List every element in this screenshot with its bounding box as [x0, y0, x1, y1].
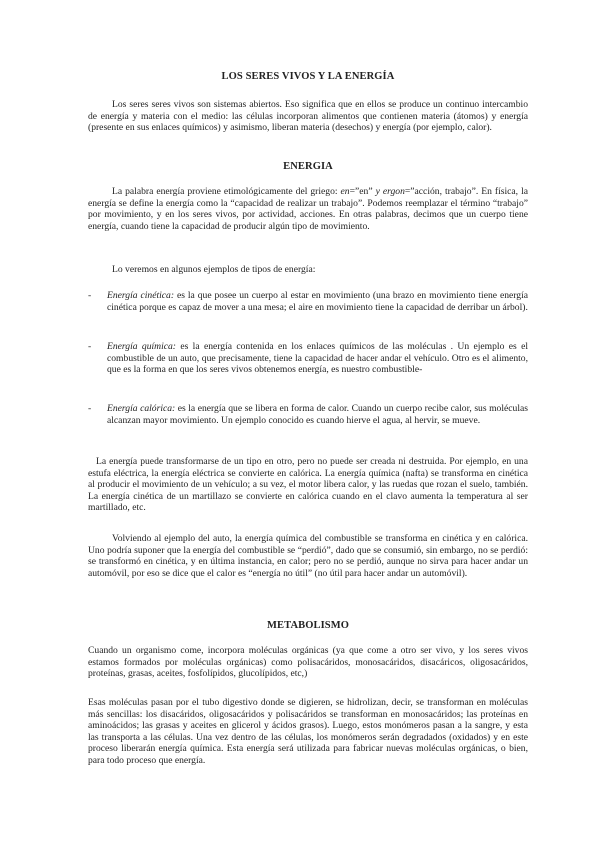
list-item-term: Energía calórica: — [107, 403, 176, 414]
metabolismo-paragraph-1 — [88, 645, 528, 680]
metabolismo-heading: METABOLISMO — [267, 620, 349, 631]
metabolismo-paragraph-2 — [88, 697, 528, 766]
list-dash: - — [88, 341, 92, 352]
metabolismo-text-1: Cuando un organismo come, incorpora moléculas orgánicas (ya que come a otro ser vivo, y los seres vivos estamos formados por moléculas orgánicas) como polisacáridos, monosacáridos, disacáricos, oligosacáridos, proteínas, grasas, aceites, fosfolípidos, glucolípidos, etc,) — [88, 645, 528, 679]
term-en: en — [340, 186, 350, 197]
list-item-text — [107, 341, 528, 376]
p1-part-a: La palabra energía proviene etimológicamente del griego: — [112, 186, 341, 197]
list-item-term: Energía cinética: — [107, 290, 175, 301]
p1-part-c: =”acción, trabajo”. En física, la energía se define la energía como la “capacidad de realizar un trabajo”. Podemos reemplazar el término “trabajo” por movimiento, y en los seres vivos, por actividad, acciones. En otras palabras, decimos que un cuerpo tiene energía, cuando tiene la capacidad de producir algún tipo de movimiento. — [88, 186, 528, 232]
energia-paragraph-1 — [88, 186, 528, 232]
energia-paragraph-3 — [88, 456, 528, 514]
list-item-term: Energía química: — [107, 341, 176, 352]
list-item — [88, 290, 528, 313]
p1-part-b: =”en” — [349, 186, 376, 197]
list-dash: - — [88, 403, 92, 414]
energia-paragraph-4 — [88, 533, 528, 579]
list-item-body: es la que posee un cuerpo al estar en movimiento (una brazo en movimiento tiene energía cinética porque es capaz de mover a una mesa; el aire en movimiento tiene la capacidad de derribar un árbol). — [107, 290, 529, 313]
list-dash: - — [88, 290, 92, 301]
examples-intro-text: Lo veremos en algunos ejemplos de tipos de energía: — [112, 264, 316, 275]
energia-definition-text — [88, 186, 528, 232]
list-item — [88, 403, 528, 426]
term-ergon: y ergon — [375, 186, 405, 197]
page-title: LOS SERES VIVOS Y LA ENERGÍA — [221, 71, 395, 82]
metabolismo-text-2: Esas moléculas pasan por el tubo digestivo donde se digieren, se hidrolizan, decir, se transforman en moléculas más sencillas: los disacáridos, oligosacáridos y polisacáridos se transforman en monosacáridos; las proteínas en aminoácidos; las grasas y aceites en glicerol y ácidos grasos). Luego, estos monómeros pasan a la sangre, y esta las transporta a las células. Una vez dentro de las células, los monómeros serán degradados (oxidados) y en este proceso liberarán energía química. Esta energía será utilizada para fabricar nuevas moléculas orgánicas, o bien, para todo proceso que energía. — [88, 697, 528, 766]
transformation-text: La energía puede transformarse de un tipo en otro, pero no puede ser creada ni destruida. Por ejemplo, en una estufa eléctrica, la energía eléctrica se convierte en calórica. La energía química (nafta) se transforma en cinética al producir el movimiento de un vehículo; a su vez, el motor libera calor, y las ruedas que rozan el suelo, también. La energía cinética de un martillazo se convierte en calórica cuando en el clavo aumenta la temperatura al ser martillado, etc. — [88, 456, 528, 513]
energia-heading: ENERGIA — [283, 161, 333, 172]
auto-example-text: Volviendo al ejemplo del auto, la energía química del combustible se transforma en cinética y en calórica. Uno podría suponer que la energía del combustible se “perdió”, dado que se consumió, sin embargo, no se perdió: se transformó en cinética, y en última instancia, en calor; pero no se perdió, aunque no sirva para hacer andar un automóvil, por eso se dice que el calor es “energía no útil” (no útil para hacer andar un automóvil). — [88, 533, 528, 579]
list-item — [88, 341, 528, 376]
intro-text: Los seres seres vivos son sistemas abiertos. Eso significa que en ellos se produce un continuo intercambio de energía y materia con el medio: las células incorporan alimentos que contienen materia (átomos) y energía (presente en sus enlaces químicos) y asimismo, liberan materia (desechos) y energía (por ejemplo, calor). — [88, 99, 528, 133]
energia-paragraph-2 — [88, 264, 528, 276]
list-item-body: es la energía que se libera en forma de calor. Cuando un cuerpo recibe calor, sus moléculas alcanzan mayor movimiento. Un ejemplo conocido es cuando hierve el agua, al hervir, se mueve. — [107, 403, 528, 426]
intro-paragraph — [88, 99, 528, 134]
list-item-text — [107, 403, 528, 426]
list-item-text — [107, 290, 528, 313]
list-item-body: es la energía contenida en los enlaces químicos de las moléculas . Un ejemplo es el combustible de un auto, que precisamente, tiene la capacidad de hacer andar el vehículo. Otro es el alimento, que es la forma en que los seres vivos obtenemos energía, es nuestro combustible- — [107, 341, 528, 375]
